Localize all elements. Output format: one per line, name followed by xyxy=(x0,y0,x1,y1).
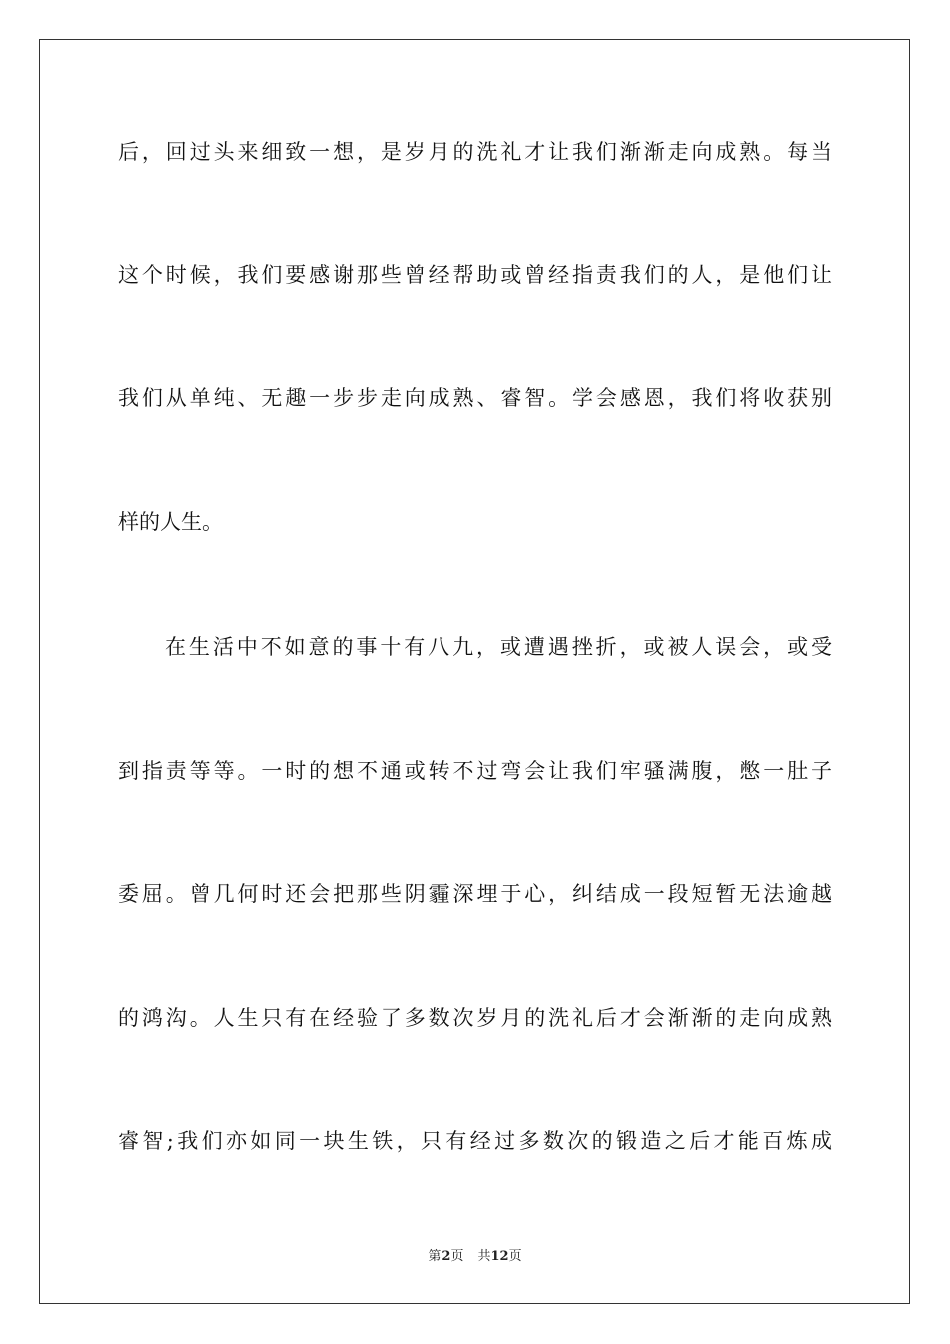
text-line: 后，回过头来细致一想，是岁月的洗礼才让我们渐渐走向成熟。每当 xyxy=(118,140,832,164)
total-suffix: 页 xyxy=(508,1249,522,1264)
page-number: 2 xyxy=(441,1249,451,1264)
text-line: 到指责等等。一时的想不通或转不过弯会让我们牢骚满腹，憋一肚子 xyxy=(118,759,832,783)
text-line: 这个时候，我们要感谢那些曾经帮助或曾经指责我们的人，是他们让 xyxy=(118,263,832,287)
total-pages: 12 xyxy=(490,1249,509,1264)
page-footer xyxy=(0,1248,950,1266)
text-line: 的鸿沟。人生只有在经验了多数次岁月的洗礼后才会渐渐的走向成熟 xyxy=(118,1006,832,1030)
text-line: 样的人生。 xyxy=(118,510,223,534)
total-prefix: 共 xyxy=(477,1249,491,1264)
page-suffix: 页 xyxy=(450,1249,464,1264)
page-prefix: 第 xyxy=(428,1249,442,1264)
text-line: 睿智;我们亦如同一块生铁，只有经过多数次的锻造之后才能百炼成 xyxy=(118,1129,832,1153)
page-border xyxy=(39,39,910,1304)
text-line: 委屈。曾几何时还会把那些阴霾深埋于心，纠结成一段短暂无法逾越 xyxy=(118,882,832,906)
text-line-indented: 在生活中不如意的事十有八九，或遭遇挫折，或被人误会，或受 xyxy=(165,635,832,659)
text-line: 我们从单纯、无趣一步步走向成熟、睿智。学会感恩，我们将收获别 xyxy=(118,386,832,410)
